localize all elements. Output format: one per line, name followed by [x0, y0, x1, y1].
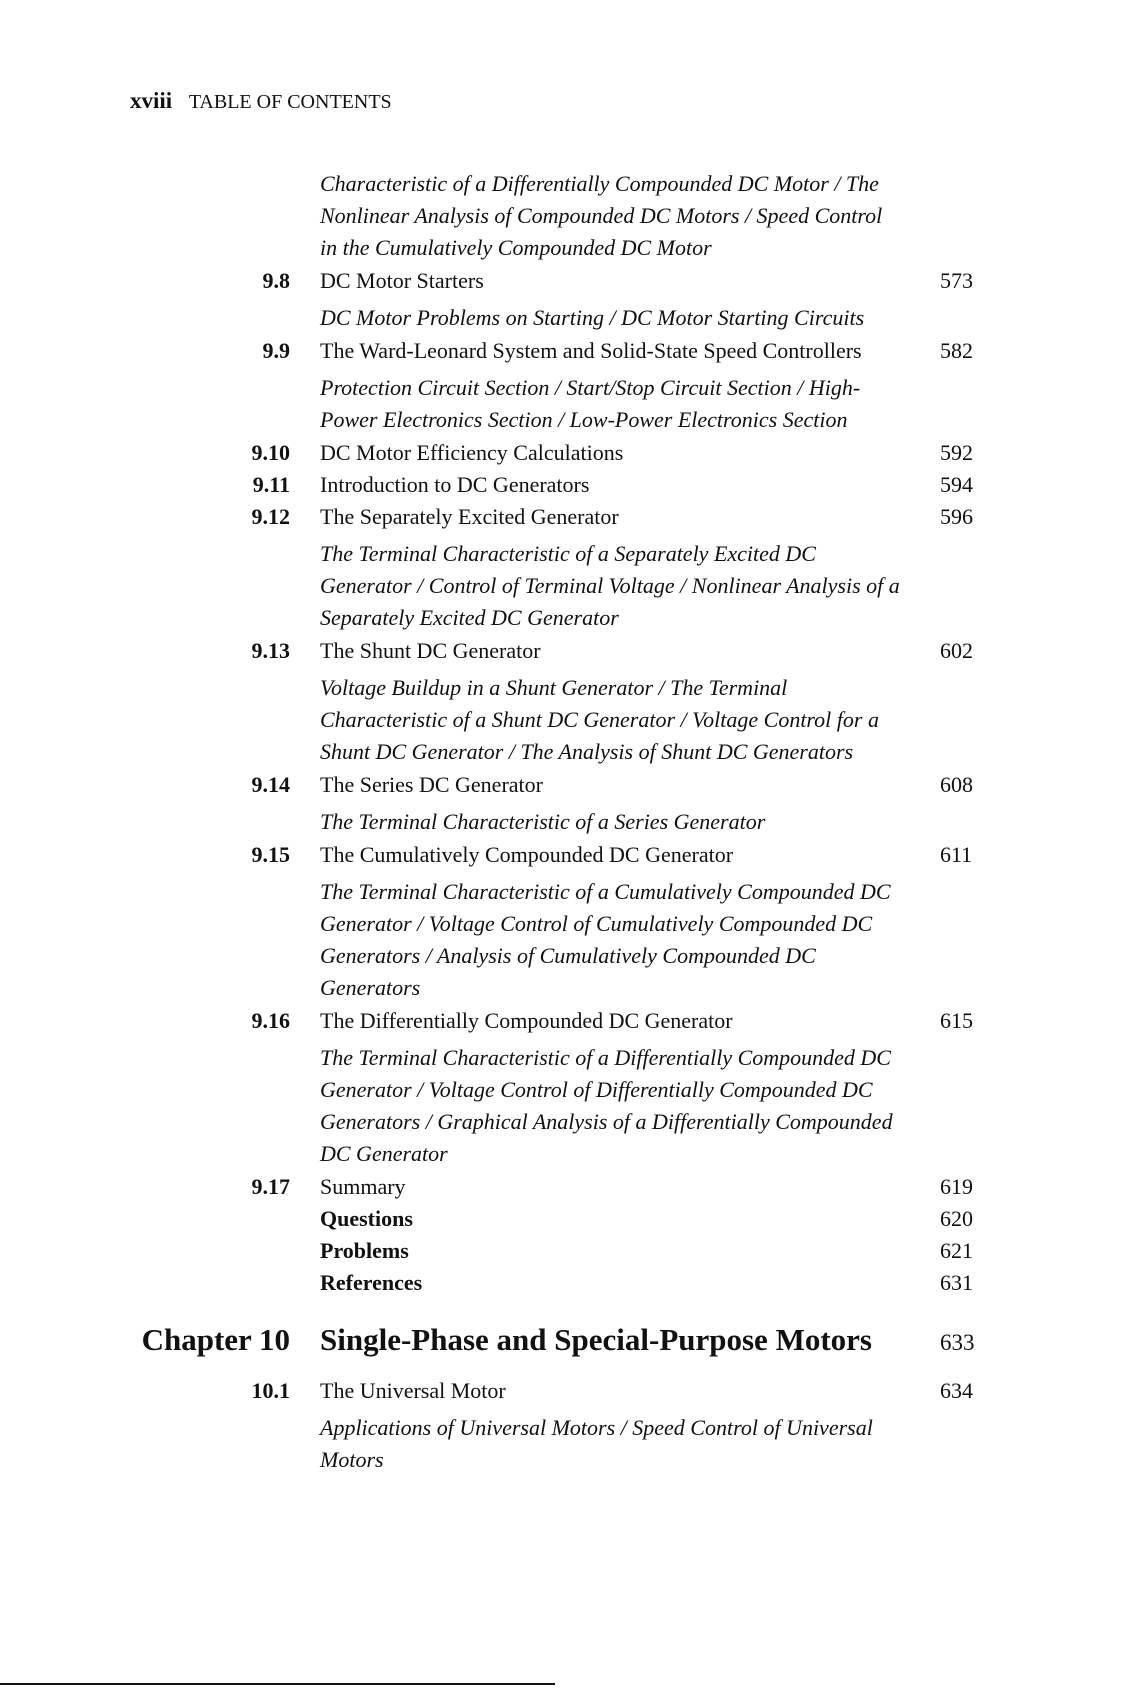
toc-entry[interactable]: [0, 268, 1139, 300]
section-title: The Cumulatively Compounded DC Generator: [320, 842, 734, 867]
section-title: DC Motor Efficiency Calculations: [320, 440, 624, 465]
section-title: Introduction to DC Generators: [320, 472, 590, 497]
page-number: 621: [940, 1238, 973, 1263]
page-number: 573: [940, 268, 973, 293]
page-folio: xviii: [130, 88, 173, 113]
toc-entry[interactable]: [0, 472, 1139, 504]
section-title: The Series DC Generator: [320, 772, 543, 797]
section-number: 9.8: [262, 268, 290, 293]
section-number: 9.14: [251, 772, 290, 797]
page-number: 631: [940, 1270, 973, 1295]
section-title: The Shunt DC Generator: [320, 638, 541, 663]
section-subtopics: The Terminal Characteristic of a Separately Excited DC Generator / Control of Terminal Voltage / Nonlinear Analysis of a Separately Excited DC Generator: [320, 541, 900, 630]
running-header: [130, 88, 392, 114]
page-number: 608: [940, 772, 973, 797]
page-number: 633: [940, 1330, 975, 1355]
toc-entry[interactable]: [0, 1008, 1139, 1040]
section-title: References: [320, 1270, 423, 1295]
toc-entry[interactable]: [0, 504, 1139, 536]
intro-subtopics: Characteristic of a Differentially Compounded DC Motor / The Nonlinear Analysis of Compounded DC Motors / Speed Control in the Cumulatively Compounded DC Motor: [320, 171, 883, 260]
toc-entry[interactable]: [0, 1174, 1139, 1206]
page-number: 582: [940, 338, 973, 363]
page-number: 620: [940, 1206, 973, 1231]
section-title: DC Motor Starters: [320, 268, 484, 293]
toc-entry[interactable]: [0, 1378, 1139, 1410]
section-subtopics: Applications of Universal Motors / Speed Control of Universal Motors: [320, 1415, 873, 1472]
section-title: The Universal Motor: [320, 1378, 506, 1403]
toc-entry[interactable]: [0, 842, 1139, 874]
page-number: 594: [940, 472, 973, 497]
page-number: 615: [940, 1008, 973, 1033]
section-number: 9.9: [262, 338, 290, 363]
toc-entry[interactable]: [0, 338, 1139, 370]
page-number: 619: [940, 1174, 973, 1199]
section-number: 9.11: [252, 472, 290, 497]
toc-entry-references[interactable]: [0, 1270, 1139, 1302]
chapter-label: Chapter 10: [141, 1322, 290, 1357]
section-title: The Separately Excited Generator: [320, 504, 619, 529]
section-number: 9.12: [251, 504, 290, 529]
section-number: 9.13: [251, 638, 290, 663]
toc-entry-problems[interactable]: [0, 1238, 1139, 1270]
section-number: 9.10: [251, 440, 290, 465]
section-subtopics: The Terminal Characteristic of a Cumulatively Compounded DC Generator / Voltage Control of Cumulatively Compounded DC Generators / Analysis of Cumulatively Compounded DC Generators: [320, 879, 891, 1000]
page-number: 596: [940, 504, 973, 529]
section-number: 9.17: [251, 1174, 290, 1199]
section-subtopics: DC Motor Problems on Starting / DC Motor Starting Circuits: [320, 305, 865, 330]
section-subtopics: Voltage Buildup in a Shunt Generator / The Terminal Characteristic of a Shunt DC Generator / Voltage Control for a Shunt DC Generator / The Analysis of Shunt DC Generators: [320, 675, 879, 764]
chapter-heading[interactable]: [0, 1322, 1139, 1378]
section-title: Questions: [320, 1206, 413, 1231]
running-title: TABLE OF CONTENTS: [188, 91, 392, 113]
section-title: The Ward-Leonard System and Solid-State Speed Controllers: [320, 338, 862, 363]
table-of-contents: [0, 168, 1139, 1480]
section-title: The Differentially Compounded DC Generator: [320, 1008, 733, 1033]
toc-entry[interactable]: [0, 772, 1139, 804]
section-title: Summary: [320, 1174, 406, 1199]
section-number: 9.16: [251, 1008, 290, 1033]
section-number: 9.15: [251, 842, 290, 867]
page-number: 611: [940, 842, 973, 867]
page-number: 602: [940, 638, 973, 663]
section-title: Problems: [320, 1238, 409, 1263]
section-subtopics: Protection Circuit Section / Start/Stop Circuit Section / High-Power Electronics Section / Low-Power Electronics Section: [320, 375, 861, 432]
toc-entry[interactable]: [0, 638, 1139, 670]
toc-entry[interactable]: [0, 440, 1139, 472]
chapter-title: Single-Phase and Special-Purpose Motors: [320, 1322, 872, 1357]
section-number: 10.1: [251, 1378, 290, 1403]
section-subtopics: The Terminal Characteristic of a Differentially Compounded DC Generator / Voltage Control of Differentially Compounded DC Generators / Graphical Analysis of a Differentially Compounded DC Generator: [320, 1045, 893, 1166]
toc-entry-questions[interactable]: [0, 1206, 1139, 1238]
page-number: 634: [940, 1378, 973, 1403]
page-number: 592: [940, 440, 973, 465]
page-bottom-rule: [0, 1683, 555, 1685]
section-subtopics: The Terminal Characteristic of a Series Generator: [320, 809, 766, 834]
